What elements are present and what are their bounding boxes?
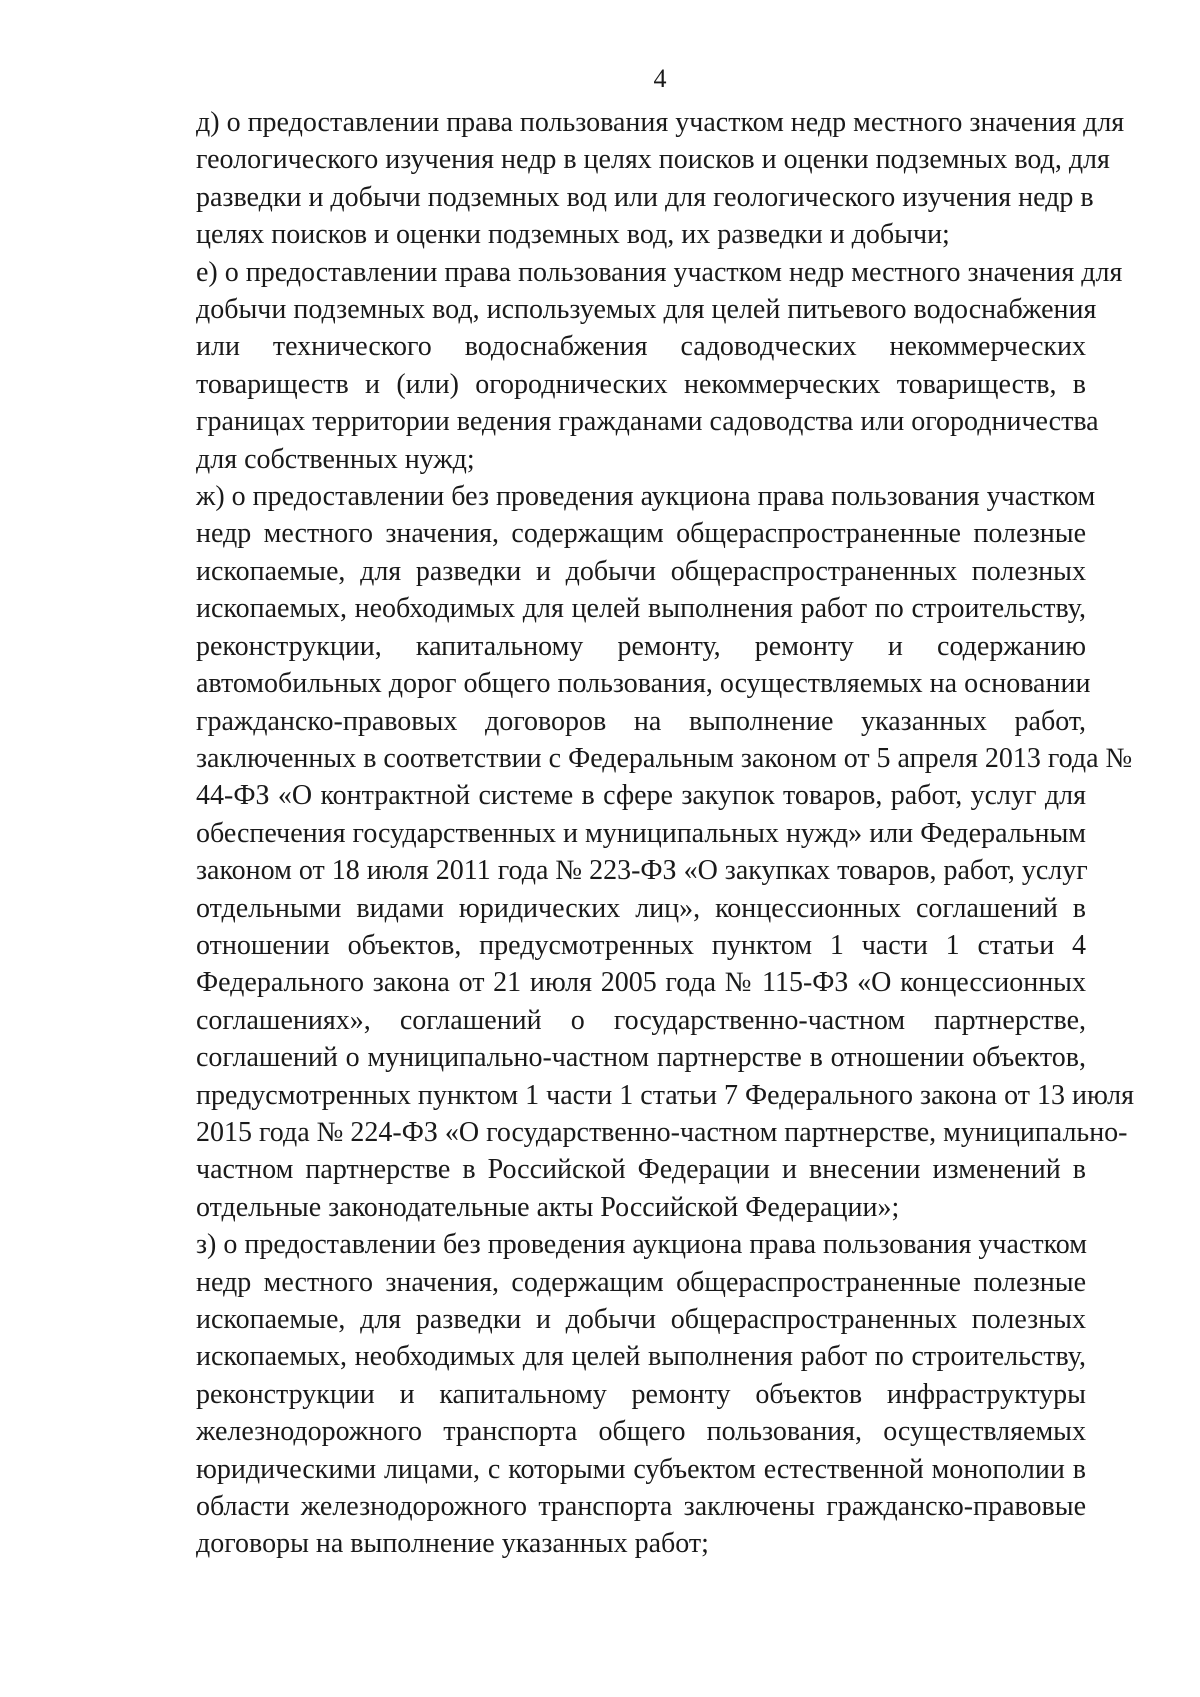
text-line: целях поисков и оценки подземных вод, их разведки и добычи; (196, 219, 950, 251)
document-body (196, 104, 1135, 1563)
text-line: реконструкции, капитальному ремонту, ремонту и содержанию (196, 630, 1086, 662)
text-line: соглашений о муниципально-частном партнерстве в отношении объектов, (196, 1042, 1086, 1074)
text-line: отношении объектов, предусмотренных пунктом 1 части 1 статьи 4 (196, 929, 1086, 961)
text-line: Федерального закона от 21 июля 2005 года № 115-ФЗ «О концессионных (196, 967, 1086, 999)
paragraph-d (196, 104, 1125, 254)
text-line: соглашениях», соглашений о государственно-частном партнерстве, (196, 1004, 1086, 1036)
text-line: предусмотренных пунктом 1 части 1 статьи 7 Федерального закона от 13 июля (196, 1079, 1135, 1111)
text-line: частном партнерстве в Российской Федерации и внесении изменений в (196, 1154, 1086, 1186)
text-line: ископаемых, необходимых для целей выполнения работ по строительству, (196, 1341, 1086, 1373)
text-line: недр местного значения, содержащим общераспространенные полезные (196, 518, 1086, 550)
text-line: 44-ФЗ «О контрактной системе в сфере закупок товаров, работ, услуг для (196, 780, 1086, 812)
text-line: железнодорожного транспорта общего пользования, осуществляемых (196, 1416, 1086, 1448)
text-line: границах территории ведения гражданами садоводства или огородничества (196, 406, 1099, 438)
text-line: з) о предоставлении без проведения аукциона права пользования участком (196, 1229, 1087, 1261)
text-line: е) о предоставлении права пользования участком недр местного значения для (196, 256, 1123, 288)
text-line: ископаемые, для разведки и добычи общераспространенных полезных (196, 1304, 1086, 1335)
text-line: гражданско-правовых договоров на выполнение указанных работ, (196, 705, 1086, 737)
paragraph-e (196, 254, 1123, 478)
text-line: геологического изучения недр в целях поисков и оценки подземных вод, для (196, 144, 1110, 176)
text-line: области железнодорожного транспорта заключены гражданско-правовые (196, 1491, 1086, 1523)
page-number: 4 (653, 64, 667, 93)
text-line: д) о предоставлении права пользования участком недр местного значения для (196, 107, 1125, 138)
text-line: заключенных в соответствии с Федеральным законом от 5 апреля 2013 года № (196, 742, 1133, 774)
text-line: законом от 18 июля 2011 года № 223-ФЗ «О закупках товаров, работ, услуг (196, 855, 1088, 887)
text-line: отдельные законодательные акты Российской Федерации»; (196, 1191, 900, 1223)
text-line: ж) о предоставлении без проведения аукциона права пользования участком (196, 481, 1096, 513)
paragraph-zh (196, 478, 1135, 1226)
text-line: ископаемые, для разведки и добычи общераспространенных полезных (196, 555, 1086, 587)
text-line: юридическими лицами, с которыми субъектом естественной монополии в (196, 1453, 1086, 1485)
text-line: для собственных нужд; (196, 443, 475, 475)
text-line: договоры на выполнение указанных работ; (196, 1528, 709, 1560)
text-line: реконструкции и капитальному ремонту объектов инфраструктуры (196, 1378, 1086, 1410)
text-line: товариществ и (или) огороднических некоммерческих товариществ, в (196, 368, 1086, 400)
text-line: ископаемых, необходимых для целей выполнения работ по строительству, (196, 593, 1086, 625)
text-line: обеспечения государственных и муниципальных нужд» или Федеральным (196, 817, 1086, 849)
text-line: недр местного значения, содержащим общераспространенные полезные (196, 1266, 1086, 1298)
text-line: разведки и добычи подземных вод или для геологического изучения недр в (196, 181, 1094, 213)
text-line: 2015 года № 224-ФЗ «О государственно-частном партнерстве, муниципально- (196, 1116, 1128, 1148)
paragraph-z (196, 1226, 1086, 1563)
text-line: автомобильных дорог общего пользования, осуществляемых на основании (196, 668, 1091, 700)
text-line: добычи подземных вод, используемых для целей питьевого водоснабжения (196, 294, 1097, 326)
text-line: отдельными видами юридических лиц», концессионных соглашений в (196, 892, 1086, 924)
text-line: или технического водоснабжения садоводческих некоммерческих (196, 331, 1086, 363)
